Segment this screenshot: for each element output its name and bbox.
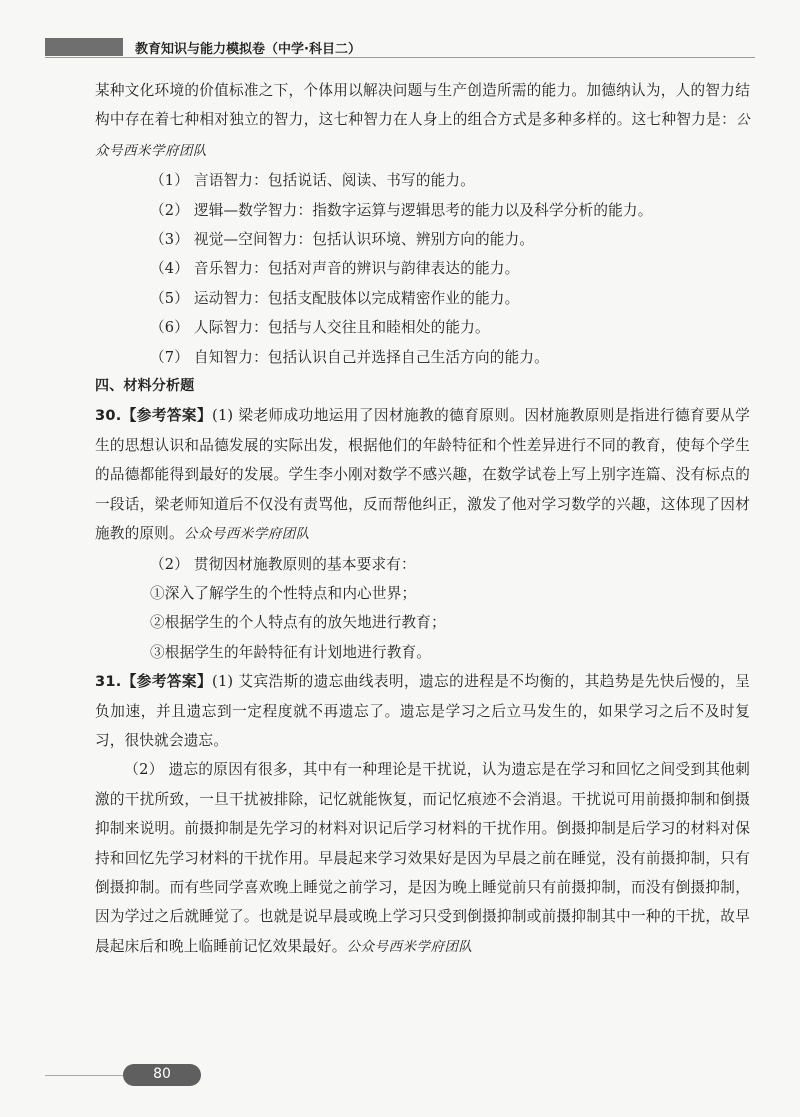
watermark-text: 公众号西米学府团队 <box>183 526 310 543</box>
page-number-badge <box>123 1064 201 1086</box>
q30-label: 30.【参考答案】 <box>95 407 213 425</box>
header-decor-bar <box>45 38 123 56</box>
page-header <box>45 38 755 58</box>
page-footer <box>45 1064 205 1088</box>
q31-paragraph <box>95 667 750 755</box>
header-rule <box>45 57 755 58</box>
intelligence-item: （3） 视觉—空间智力：包括认识环境、辨别方向的能力。 <box>150 231 535 249</box>
page-content <box>95 76 750 962</box>
intelligence-item: （6） 人际智力：包括与人交往且和睦相处的能力。 <box>150 319 490 337</box>
q30-part2-intro: （2） 贯彻因材施教原则的基本要求有： <box>150 555 416 573</box>
intelligence-item: （1） 言语智力：包括说话、阅读、书写的能力。 <box>150 172 475 190</box>
q30-item: ③根据学生的年龄特征有计划地进行教育。 <box>150 643 432 661</box>
intelligence-item: （4） 音乐智力：包括对声音的辨识与韵律表达的能力。 <box>150 260 520 278</box>
header-title: 教育知识与能力模拟卷（中学·科目二） <box>135 42 361 57</box>
q31-part2-paragraph <box>95 755 750 962</box>
q30-item: ①深入了解学生的个性特点和内心世界； <box>150 584 417 602</box>
q31-part1: (1) 艾宾浩斯的遗忘曲线表明，遗忘的进程是不均衡的，其趋势是先快后慢的，呈负加速，并且遗忘到一定程度就不再遗忘了。遗忘是学习之后立马发生的，如果学习之后不及时复习，很快就会遗忘。 <box>95 673 750 749</box>
intro-text: 某种文化环境的价值标准之下，个体用以解决问题与生产创造所需的能力。加德纳认为，人的智力结构中存在着七种相对独立的智力，这七种智力在人身上的组合方式是多种多样的。这七种智力是： <box>95 82 750 129</box>
intro-paragraph <box>95 76 750 166</box>
q30-part1: (1) 梁老师成功地运用了因材施教的德育原则。因材施教原则是指进行德育要从学生的思想认识和品德发展的实际出发，根据他们的年龄特征和个性差异进行不同的教育，使每个学生的品德都能得到最好的发展。学生李小刚对数学不感兴趣，在数学试卷上写上别字连篇、没有标点的一段话，梁老师知道后不仅没有责骂他，反而帮他纠正，激发了他对学习数学的兴趣，这体现了因材施教的原则。 <box>95 407 750 543</box>
q31-label: 31.【参考答案】 <box>95 673 213 691</box>
intelligence-item: （5） 运动智力：包括支配肢体以完成精密作业的能力。 <box>150 289 520 307</box>
intelligence-item: （7） 自知智力：包括认识自己并选择自己生活方向的能力。 <box>150 348 549 366</box>
section-heading: 四、材料分析题 <box>95 378 195 395</box>
intelligence-item: （2） 逻辑—数学智力：指数字运算与逻辑思考的能力以及科学分析的能力。 <box>150 201 653 219</box>
footer-rule <box>45 1075 125 1076</box>
page-number: 80 <box>153 1066 171 1082</box>
watermark-text: 公众号西米学府团队 <box>346 938 473 955</box>
q30-item: ②根据学生的个人特点有的放矢地进行教育； <box>150 614 446 632</box>
q31-part2: （2） 遗忘的原因有很多，其中有一种理论是干扰说，认为遗忘是在学习和回忆之间受到其他刺激的干扰所致，一旦干扰被排除，记忆就能恢复，而记忆痕迹不会消退。干扰说可用前摄抑制和倒摄抑制来说明。前摄抑制是先学习的材料对识记后学习材料的干扰作用。倒摄抑制是后学习的材料对保持和回忆先学习材料的干扰作用。早晨起来学习效果好是因为早晨之前在睡觉，没有前摄抑制，只有倒摄抑制。而有些同学喜欢晚上睡觉之前学习，是因为晚上睡觉前只有前摄抑制，而没有倒摄抑制，因为学过之后就睡觉了。也就是说早晨或晚上学习只受到倒摄抑制或前摄抑制其中一种的干扰，故早晨起床后和晚上临睡前记忆效果最好。 <box>95 761 750 955</box>
watermark-text: 公众号西米学府团队 <box>95 112 750 159</box>
q30-paragraph <box>95 401 750 549</box>
